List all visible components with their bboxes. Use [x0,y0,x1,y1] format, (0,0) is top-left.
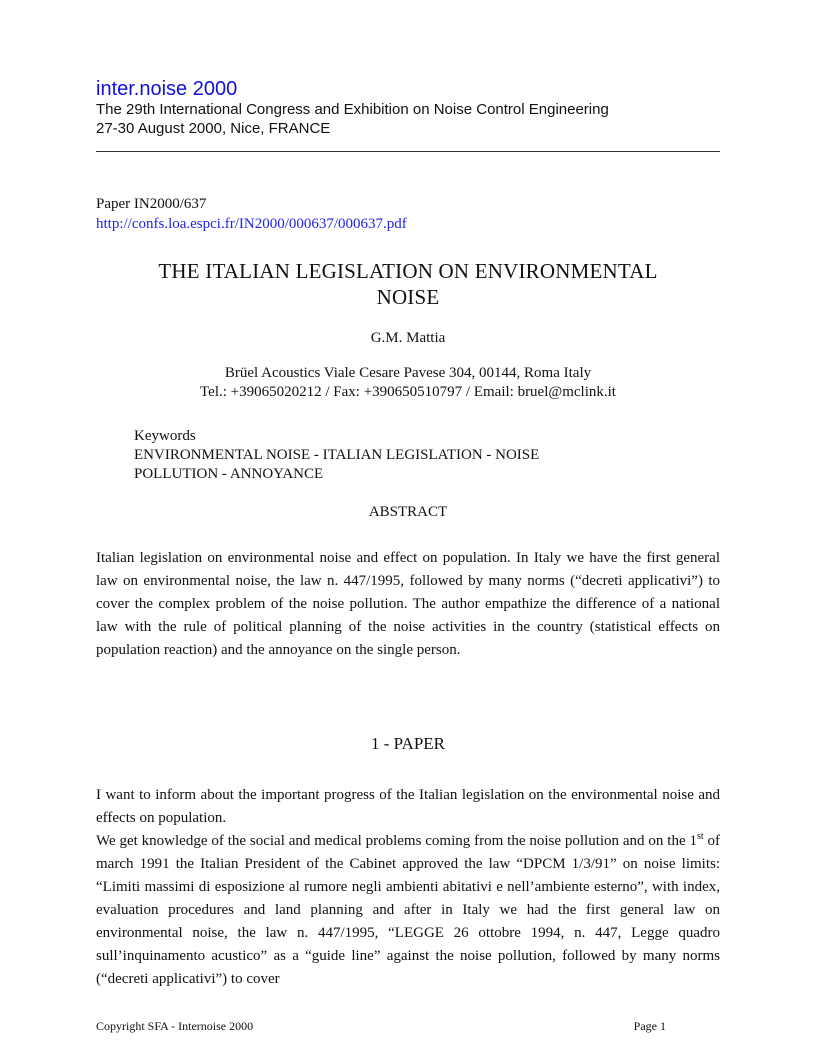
abstract-heading: ABSTRACT [368,504,448,520]
congress-dates: 27-30 August 2000, Nice, FRANCE [96,120,331,137]
page-number: Page 1 [633,1019,666,1033]
keywords-label: Keywords [134,428,196,444]
author-name: G.M. Mattia [370,330,446,346]
paper-id: Paper IN2000/637 [96,196,207,212]
abstract-text: Italian legislation on environmental noise and effect on population. In Italy we have the first general law on environmental noise, the law n. 447/1995, followed by many norms (“decreti applicativi”) to cover the complex problem of the noise pollution. The author empathize the difference of a national law with the rule of political planning of the noise activities in the country (statistical effects on population reaction) and the annoyance on the single person. [96,550,720,658]
contact-info: Tel.: +39065020212 / Fax: +390650510797 / Email: bruel@mclink.it [200,384,616,400]
affiliation-block [96,364,720,402]
body-paragraph-2 [96,830,720,991]
keywords-line-1: ENVIRONMENTAL NOISE - ITALIAN LEGISLATION - NOISE [134,447,540,463]
keywords-block [134,427,694,484]
conference-name: inter.noise 2000 [96,78,238,100]
title-line-2: NOISE [376,285,440,309]
paper-meta [96,194,407,234]
body-paragraph-1: I want to inform about the important progress of the Italian legislation on the environmental noise and effects on population. [96,787,720,826]
para2-text-b: of march 1991 the Italian President of the Cabinet approved the law “DPCM 1/3/91” on noise limits: “Limiti massimi di esposizione al rumore negli ambienti abitativi e nell’ambiente esterno”, with index, evaluation procedures and land planning and after in Italy we had the first general law on environmental noise, the law n. 447/1995, “LEGGE 26 ottobre 1994, n. 447, Legge quadro sull’inquinamento acustico” as a “guide line” against the noise pollution, followed by many norms (“decreti applicativi”) to cover [96,833,720,987]
congress-title: The 29th International Congress and Exhibition on Noise Control Engineering [96,101,609,118]
keywords-line-2: POLLUTION - ANNOYANCE [134,466,324,482]
paper-title [96,258,720,310]
section-heading: 1 - PAPER [370,734,445,753]
affiliation: Brüel Acoustics Viale Cesare Pavese 304, 00144, Roma Italy [224,365,592,381]
copyright-text: Copyright SFA - Internoise 2000 [96,1019,254,1033]
header-divider [96,151,720,152]
para2-text-a: We get knowledge of the social and medical problems coming from the noise pollution and on the 1 [96,833,697,849]
paper-url-link[interactable]: http://confs.loa.espci.fr/IN2000/000637/000637.pdf [96,216,407,232]
ordinal-superscript: st [696,831,704,842]
title-line-1: THE ITALIAN LEGISLATION ON ENVIRONMENTAL [158,259,658,283]
conference-header [96,78,720,138]
page-footer [96,1019,720,1033]
